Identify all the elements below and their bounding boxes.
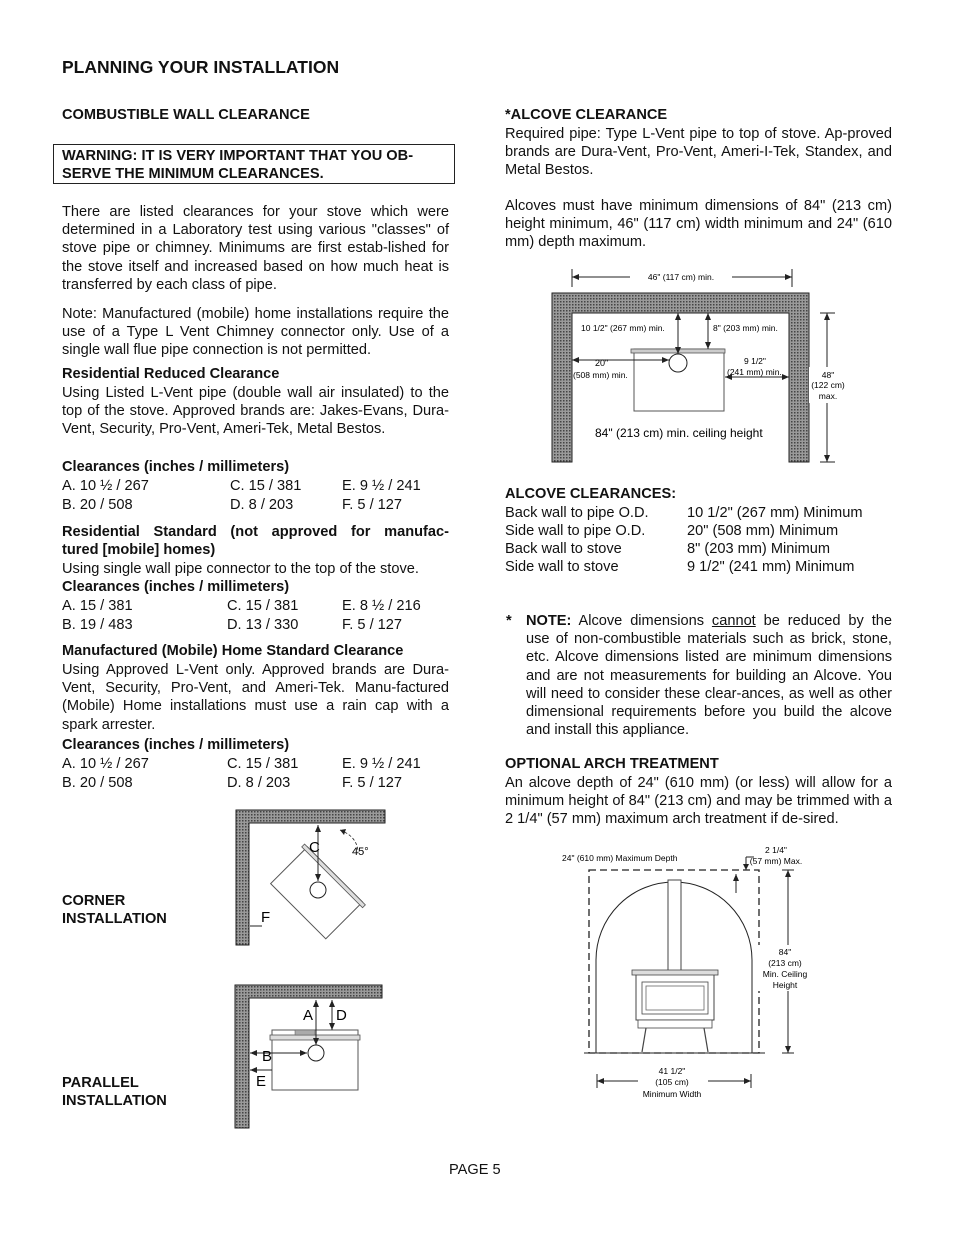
side-pipe-label-2: (508 mm) min.: [573, 370, 628, 380]
alcove-heading: *ALCOVE CLEARANCE: [505, 107, 668, 123]
letter-b: B: [262, 1048, 273, 1065]
page-title: PLANNING YOUR INSTALLATION: [62, 57, 340, 77]
arrow-head: [743, 864, 749, 870]
arch-width-label-1: 41 1/2": [658, 1066, 686, 1076]
mobile-home-heading: Manufactured (Mobile) Home Standard Clearance: [62, 643, 404, 659]
clearance-a: A. 15 / 381: [62, 598, 133, 614]
warning-line-1: WARNING: IT IS VERY IMPORTANT THAT YOU OB-: [62, 148, 414, 164]
clearance-a: A. 10 ½ / 267: [62, 756, 149, 772]
arrow-head: [705, 313, 711, 320]
clearance-e: E. 8 ½ / 216: [342, 598, 421, 614]
width-label: 46" (117 cm) min.: [647, 272, 715, 282]
depth-label-1: 48": [821, 370, 835, 380]
corner-label: [62, 892, 167, 929]
parallel-label-l2: INSTALLATION: [62, 1093, 167, 1110]
residential-standard-heading-l2: tured [mobile] homes): [62, 542, 216, 559]
combustible-heading: COMBUSTIBLE WALL CLEARANCE: [62, 107, 310, 123]
clearances-heading: Clearances (inches / millimeters): [62, 737, 290, 753]
arrow-head: [572, 274, 579, 280]
clearance-b: B. 19 / 483: [62, 617, 133, 633]
alcove-clearance-value: 9 1/2" (241 mm) Minimum: [687, 559, 855, 575]
clearance-f: F. 5 / 127: [342, 497, 403, 513]
arch-height-label-3: Min. Ceiling: [762, 969, 808, 979]
clearance-c: C. 15 / 381: [227, 598, 299, 614]
arrow-head: [675, 313, 681, 320]
arch-diagram: [560, 840, 830, 1105]
arrow-head: [824, 455, 830, 462]
note-text-pre: Alcove dimensions: [578, 613, 705, 629]
mobile-note-paragraph: Note: Manufactured (mobile) home installations require the use of a Type L Vent Chimney connector only. Use of a single wall flue pipe connection is not permitted.: [62, 306, 449, 359]
parallel-label-l1: PARALLEL: [62, 1075, 139, 1091]
flue-pipe: [310, 882, 326, 898]
arrow-head: [250, 1050, 257, 1056]
intro-paragraph: There are listed clearances for your stove which were determined in a Laboratory test using various "classes" of stove pipe or chimney. Minimums are first estab-lished for the stove itself and increased based on how much heat is transferred by each class of pipe.: [62, 204, 449, 293]
arrow-head: [824, 313, 830, 320]
clearance-d: D. 8 / 203: [230, 497, 294, 513]
note-asterisk: *: [506, 613, 512, 629]
side-stove-label-1: 9 1/2": [744, 356, 766, 366]
side-pipe-label-1: 20": [595, 358, 609, 368]
clearance-c: C. 15 / 381: [227, 756, 299, 772]
warning-box: [53, 144, 455, 184]
mobile-home-body: Using Approved L-Vent only. Approved brands are Dura-Vent, Security, Pro-Vent, and Ameri-Tek. Manu-factured (Mobile) Home installations must use a rain cap with a spark arrester.: [62, 662, 449, 733]
alcove-clearance-label: Back wall to pipe O.D.: [505, 505, 649, 521]
letter-e: E: [256, 1073, 267, 1090]
angle-label: 45°: [352, 846, 369, 858]
note-text-cannot: cannot: [711, 613, 756, 629]
arch-paragraph: An alcove depth of 24" (610 mm) (or less) will allow for a minimum height of 84" (213 cm) and may be trimmed with a 2 1/4" (57 mm) maximum arch treatment if de-sired.: [505, 775, 892, 828]
arch-trim-label-1: 2 1/4": [765, 845, 787, 855]
arch-trim-label-2: (57 mm) Max.: [749, 856, 803, 866]
arch-height-label-4: Height: [772, 980, 798, 990]
arch-width-label-3: Minimum Width: [642, 1089, 702, 1099]
residential-reduced-body: Using Listed L-Vent pipe (double wall air insulated) to the top of the stove. Approved brands are: Jakes-Evans, Dura-Vent, Security, Pro-Vent, Ameri-Tek, Metal Bestos.: [62, 385, 449, 438]
corner-installation-diagram: [230, 805, 390, 950]
stove-top: [632, 970, 718, 975]
stove-leg: [704, 1028, 708, 1052]
page-number: PAGE 5: [449, 1162, 501, 1178]
parallel-installation-diagram: [230, 980, 390, 1135]
letter-c: C: [309, 839, 320, 856]
flue-pipe: [669, 354, 687, 372]
alcove-clearance-value: 20" (508 mm) Minimum: [687, 523, 839, 539]
alcove-clearances-heading: ALCOVE CLEARANCES:: [505, 486, 677, 502]
note-label: NOTE:: [526, 613, 572, 629]
arrow-head: [329, 1023, 335, 1030]
back-pipe-label: 10 1/2" (267 mm) min.: [581, 323, 665, 333]
residential-standard-body: Using single wall pipe connector to the top of the stove.: [62, 561, 419, 577]
arrow-head: [782, 374, 789, 380]
clearances-heading: Clearances (inches / millimeters): [62, 459, 290, 475]
clearance-d: D. 8 / 203: [227, 775, 291, 791]
arch-heading: OPTIONAL ARCH TREATMENT: [505, 756, 719, 772]
clearance-e: E. 9 ½ / 241: [342, 756, 421, 772]
arch-width-label-2: (105 cm): [655, 1077, 689, 1087]
clearance-f: F. 5 / 127: [342, 617, 403, 633]
clearance-c: C. 15 / 381: [230, 478, 302, 494]
clearance-a: A. 10 ½ / 267: [62, 478, 149, 494]
alcove-clearance-label: Back wall to stove: [505, 541, 622, 557]
arrow-head: [315, 825, 321, 832]
arrow-head: [785, 1046, 791, 1053]
stove-glass: [646, 986, 704, 1010]
letter-f: F: [261, 909, 271, 926]
arch-depth-label: 24" (610 mm) Maximum Depth: [562, 853, 678, 863]
residential-reduced-heading: Residential Reduced Clearance: [62, 366, 280, 382]
arrow-head: [572, 357, 579, 363]
depth-label-3: max.: [818, 391, 838, 401]
alcove-paragraph-1: Required pipe: Type L-Vent pipe to top of stove. Ap-proved brands are Dura-Vent, Pro-Vent, Ameri-I-Tek, Standex, and Metal Bestos.: [505, 126, 892, 179]
arrow-head: [705, 342, 711, 349]
residential-standard-heading-l1: Residential Standard (not approved for manufac-: [62, 524, 449, 540]
clearance-b: B. 20 / 508: [62, 775, 133, 791]
corner-label-l1: CORNER: [62, 893, 126, 909]
stove-pipe: [668, 880, 681, 972]
alcove-clearance-value: 10 1/2" (267 mm) Minimum: [687, 505, 863, 521]
warning-line-2: SERVE THE MINIMUM CLEARANCES.: [62, 166, 324, 183]
arrow-head: [744, 1078, 751, 1084]
alcove-clearance-label: Side wall to pipe O.D.: [505, 523, 646, 539]
letter-d: D: [336, 1007, 347, 1024]
clearance-e: E. 9 ½ / 241: [342, 478, 421, 494]
side-stove-label-2: (241 mm) min.: [727, 367, 782, 377]
arch-height-label-2: (213 cm): [768, 958, 802, 968]
letter-a: A: [303, 1007, 314, 1024]
ceiling-height-label: 84" (213 cm) min. ceiling height: [595, 426, 763, 440]
arrow-head: [733, 874, 739, 881]
corner-label-l2: INSTALLATION: [62, 911, 167, 928]
clearances-heading: Clearances (inches / millimeters): [62, 579, 290, 595]
arrow-head: [785, 274, 792, 280]
stove-collar: [295, 1030, 315, 1035]
note-text-post: be reduced by the use of non-combustible materials such as brick, stone, etc. Alcove dimensions listed are minimum dimensions and are not measurements for building an Alcove. You will need to consider these clear-ances, as well as other dimensional requirements before you build the alcove and install this appliance.: [526, 613, 893, 739]
flue-pipe: [308, 1045, 324, 1061]
alcove-diagram: [545, 265, 845, 470]
stove-ashlip: [638, 1020, 712, 1028]
alcove-clearance-label: Side wall to stove: [505, 559, 619, 575]
clearance-f: F. 5 / 127: [342, 775, 403, 791]
arrow-head: [329, 1000, 335, 1007]
stove-leg: [642, 1028, 646, 1052]
arrow-head: [785, 870, 791, 877]
alcove-clearance-value: 8" (203 mm) Minimum: [687, 541, 831, 557]
clearance-b: B. 20 / 508: [62, 497, 133, 513]
clearance-d: D. 13 / 330: [227, 617, 299, 633]
arrow-head: [313, 1000, 319, 1007]
arch-height-label-1: 84": [778, 947, 792, 957]
back-stove-label: 8" (203 mm) min.: [713, 323, 778, 333]
residential-standard-heading: [62, 523, 449, 560]
parallel-label: [62, 1074, 167, 1111]
arrow-head: [597, 1078, 604, 1084]
depth-label-2: (122 cm): [811, 380, 845, 390]
alcove-paragraph-2: Alcoves must have minimum dimensions of 84" (213 cm) height minimum, 46" (117 cm) width minimum and 24" (610 mm) depth maximum.: [505, 198, 892, 251]
alcove-note: [526, 612, 892, 739]
